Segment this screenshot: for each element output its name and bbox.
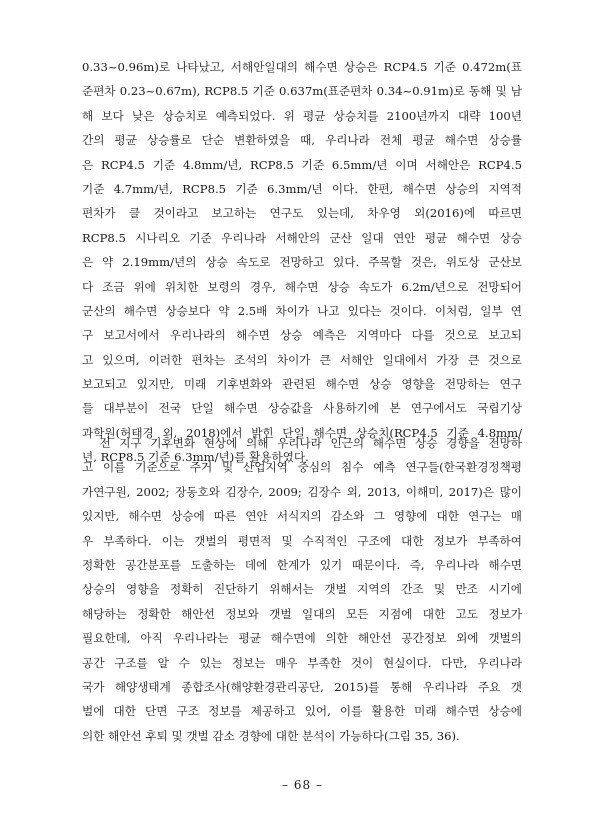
page-number: – 68 – <box>282 778 323 792</box>
text-line: 다 조금 위에 위치한 보령의 경우, 해수면 상승 속도가 6.2m/년으로 전망되어 <box>82 279 522 294</box>
text-line: 상승의 영향을 정확히 진단하기 위해서는 갯벌 지역의 간조 및 만조 시기에 <box>82 582 522 597</box>
text-line: 해 보다 낮은 상승치로 예측되었다. 위 평균 상승치를 2100년까지 대략 100년 <box>82 108 522 123</box>
body-paragraph-2 <box>82 431 522 748</box>
text-line: 벌에 대한 단면 구조 정보를 제공하고 있어, 이를 활용한 미래 해수면 상승에 <box>82 704 522 719</box>
text-line: 은 약 2.19mm/년의 상승 속도로 전망하고 있다. 주목할 것은, 위도상 군산보 <box>82 255 522 270</box>
text-line: 있지만, 해수면 상승에 따른 연안 서식지의 감소와 그 영향에 대한 연구는 매 <box>82 509 522 524</box>
text-line: 고 이를 기준으로 주거 및 산업지역 중심의 침수 예측 연구들(한국환경정책평 <box>82 460 522 475</box>
text-line: 간의 평균 상승률로 단순 변환하였을 때, 우리나라 전체 평균 해수면 상승률 <box>82 133 522 148</box>
text-line: 국가 해양생태계 종합조사(해양환경관리공단, 2015)를 통해 우리나라 주요 갯 <box>82 679 522 694</box>
text-line: 기준 4.7mm/년, RCP8.5 기준 6.3mm/년 이다. 한편, 해수면 상승의 지역적 <box>82 181 522 196</box>
text-line: 해당하는 정확한 해안선 정보와 갯벌 일대의 모든 지점에 대한 고도 정보가 <box>82 606 522 621</box>
text-line: 공간 구조를 알 수 있는 정보는 매우 부족한 것이 현실이다. 다만, 우리나라 <box>82 655 522 670</box>
body-paragraph-1 <box>82 55 522 470</box>
text-line: 의한 해안선 후퇴 및 갯벌 감소 경향에 대한 분석이 가능하다(그림 35, 36). <box>82 728 460 743</box>
text-line: 과학원(허태경 외, 2018)에서 밝힌 단일 해수면 상승치(RCP4.5 기준 4.8mm/ <box>82 425 522 440</box>
text-line: 0.33~0.96m)로 나타났고, 서해안일대의 해수면 상승은 RCP4.5 기준 0.472m(표 <box>82 60 522 74</box>
text-line: 가연구원, 2002; 장동호와 김장수, 2009; 김장수 외, 2013, 이해미, 2017)은 많이 <box>82 484 522 499</box>
text-line: 구 보고서에서 우리나라의 해수면 상승 예측은 지역마다 다를 것으로 보고되 <box>82 328 522 343</box>
text-line: 보고되고 있지만, 미래 기후변화와 관련된 해수면 상승 영향을 전망하는 연구 <box>82 377 522 392</box>
text-line: 년, RCP8.5 기준 6.3mm/년)를 활용하였다. <box>82 450 309 465</box>
text-line: 군산의 해수면 상승보다 약 2.5배 차이가 나고 있다는 것이다. 이처럼, 일부 연 <box>82 303 522 318</box>
text-line: 우 부족하다. 이는 갯벌의 평면적 및 수직적인 구조에 대한 정보가 부족하여 <box>82 533 522 548</box>
text-line: 전 지구 기후변화 현상에 의해 우리나라 인근의 해수면 상승 경향을 전망하 <box>82 436 522 450</box>
text-line: 은 RCP4.5 기준 4.8mm/년, RCP8.5 기준 6.5mm/년 이며 서해안은 RCP4.5 <box>82 157 522 172</box>
text-line: 고 있으며, 이러한 편차는 조석의 차이가 큰 서해안 일대에서 가장 큰 것으로 <box>82 352 522 367</box>
text-line: RCP8.5 시나리오 기준 우리나라 서해안의 군산 일대 연안 평균 해수면 상승 <box>82 230 522 245</box>
text-line: 정확한 공간분포를 도출하는 데에 한계가 있기 때문이다. 즉, 우리나라 해수면 <box>82 557 522 572</box>
text-line: 필요한데, 아직 우리나라는 평균 해수면에 의한 해안선 공간정보 외에 갯벌의 <box>82 631 522 646</box>
text-line: 준편차 0.23~0.67m), RCP8.5 기준 0.637m(표준편차 0.34~0.91m)로 동해 및 남 <box>82 84 522 99</box>
text-line: 편차가 클 것이라고 보고하는 연구도 있는데, 차우영 외(2016)에 따르면 <box>82 206 522 221</box>
text-line: 들 대부분이 전국 단일 해수면 상승값을 사용하기에 본 연구에서도 국립기상 <box>82 401 522 416</box>
